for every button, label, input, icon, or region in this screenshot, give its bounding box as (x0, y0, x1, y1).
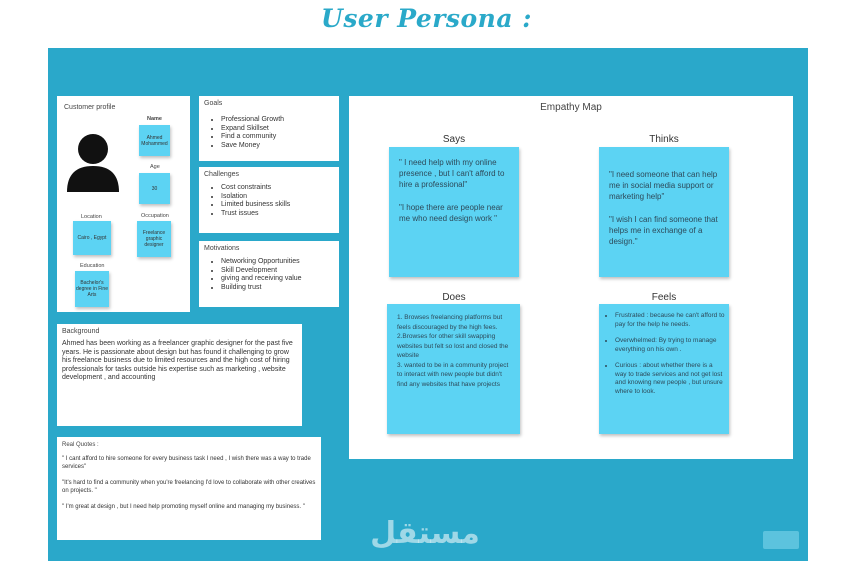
thinks-text-2: "I wish I can find someone that helps me in exchange of a design." (609, 215, 718, 246)
goal-item: • Expand Skillset (221, 125, 284, 134)
quote-item: "It's hard to find a community when you're freelancing I'd love to collaborate with other creatives on projects. " (62, 480, 316, 494)
challenge-item: • Limited business skills (221, 201, 290, 210)
occupation-label: Occupation (141, 213, 169, 219)
motivations-card (199, 241, 339, 307)
challenge-item: • Cost constraints (221, 184, 290, 193)
challenges-list (203, 184, 290, 218)
education-label: Education (80, 263, 105, 269)
feels-note (599, 304, 729, 434)
thinks-label: Thinks (649, 134, 679, 145)
name-note: Ahmed Mohammed (139, 125, 170, 156)
goal-item: • Find a community (221, 133, 284, 142)
watermark-arabic: مستقل (370, 516, 480, 551)
persona-board (48, 48, 808, 561)
age-note: 30 (139, 173, 170, 204)
location-note: Cairo , Egypt (73, 221, 111, 255)
challenges-heading: Challenges (204, 171, 240, 178)
motivation-item: • giving and receiving value (221, 275, 302, 284)
goal-item: • Professional Growth (221, 116, 284, 125)
customer-profile-card (57, 96, 190, 312)
says-label: Says (442, 134, 466, 145)
challenges-card (199, 167, 339, 233)
motivations-heading: Motivations (204, 245, 240, 252)
thinks-text-1: "I need someone that can help me in social media support or marketing help" (609, 170, 718, 201)
location-label: Location (81, 214, 102, 220)
occupation-note: Freelance graphic designer (137, 221, 171, 257)
customer-profile-heading: Customer profile (64, 104, 116, 111)
says-note (389, 147, 519, 277)
avatar-icon (65, 132, 121, 199)
quote-item: " I'm great at design , but I need help promoting myself online and managing my business. " (62, 504, 305, 510)
quotes-card (57, 437, 321, 540)
background-text: Ahmed has been working as a freelancer graphic designer for the past five years. He is passionate about design but has found it challenging to grow his freelance business due to limited resources and the high cost of hiring professionals for tasks outside his expertise such as marketing , website development , and accounting (62, 340, 293, 382)
goals-heading: Goals (204, 100, 223, 107)
does-note (387, 304, 520, 434)
feels-list (603, 312, 725, 396)
feels-label: Feels (651, 292, 677, 303)
quotes-heading: Real Quotes : (62, 442, 99, 448)
challenge-item: • Isolation (221, 193, 290, 202)
does-text: 1. Browses freelancing platforms but feels discouraged by the high fees. 2.Browses for other skill swapping websites but felt so lost and closed the website 3. wanted to be in a community project to interact with new people but didn't find any websites that have projects (397, 314, 509, 388)
thinks-note (599, 147, 729, 277)
motivation-item: • Building trust (221, 284, 302, 293)
empathy-map-card (349, 96, 793, 459)
motivation-item: • Networking Opportunities (221, 258, 302, 267)
goals-card (199, 96, 339, 161)
says-text-2: "I hope there are people near me who need design work " (399, 203, 503, 223)
corner-button[interactable] (763, 531, 799, 549)
feels-item: • Frustrated : because he can't afford to pay for the help he needs. (615, 312, 725, 329)
goals-list (203, 116, 284, 150)
page-title: User Persona : (321, 4, 532, 33)
empathy-map-title: Empathy Map (540, 102, 602, 113)
background-heading: Background (62, 328, 100, 335)
name-label: Name (147, 116, 162, 122)
motivations-list (203, 258, 302, 292)
background-card (57, 324, 302, 426)
motivation-item: • Skill Development (221, 267, 302, 276)
age-label: Age (150, 164, 160, 170)
feels-item: • Curious : about whether there is a way to trade services and not get lost and knowing new people , but unsure where to look. (615, 362, 725, 396)
education-note: Bachelor's degree in Fine Arts (75, 271, 109, 307)
challenge-item: • Trust issues (221, 210, 290, 219)
says-text-1: " I need help with my online presence , but I can't afford to hire a professional" (399, 158, 505, 189)
quote-item: " I cant afford to hire someone for every business task I need , I wish there was a way to trade services" (62, 456, 311, 470)
quotes-list (62, 455, 316, 511)
goal-item: • Save Money (221, 142, 284, 151)
does-label: Does (442, 292, 466, 303)
watermark-latin: mostaqi.com (385, 559, 465, 573)
feels-item: • Overwhelmed: By trying to manage everything on his own . (615, 337, 725, 354)
